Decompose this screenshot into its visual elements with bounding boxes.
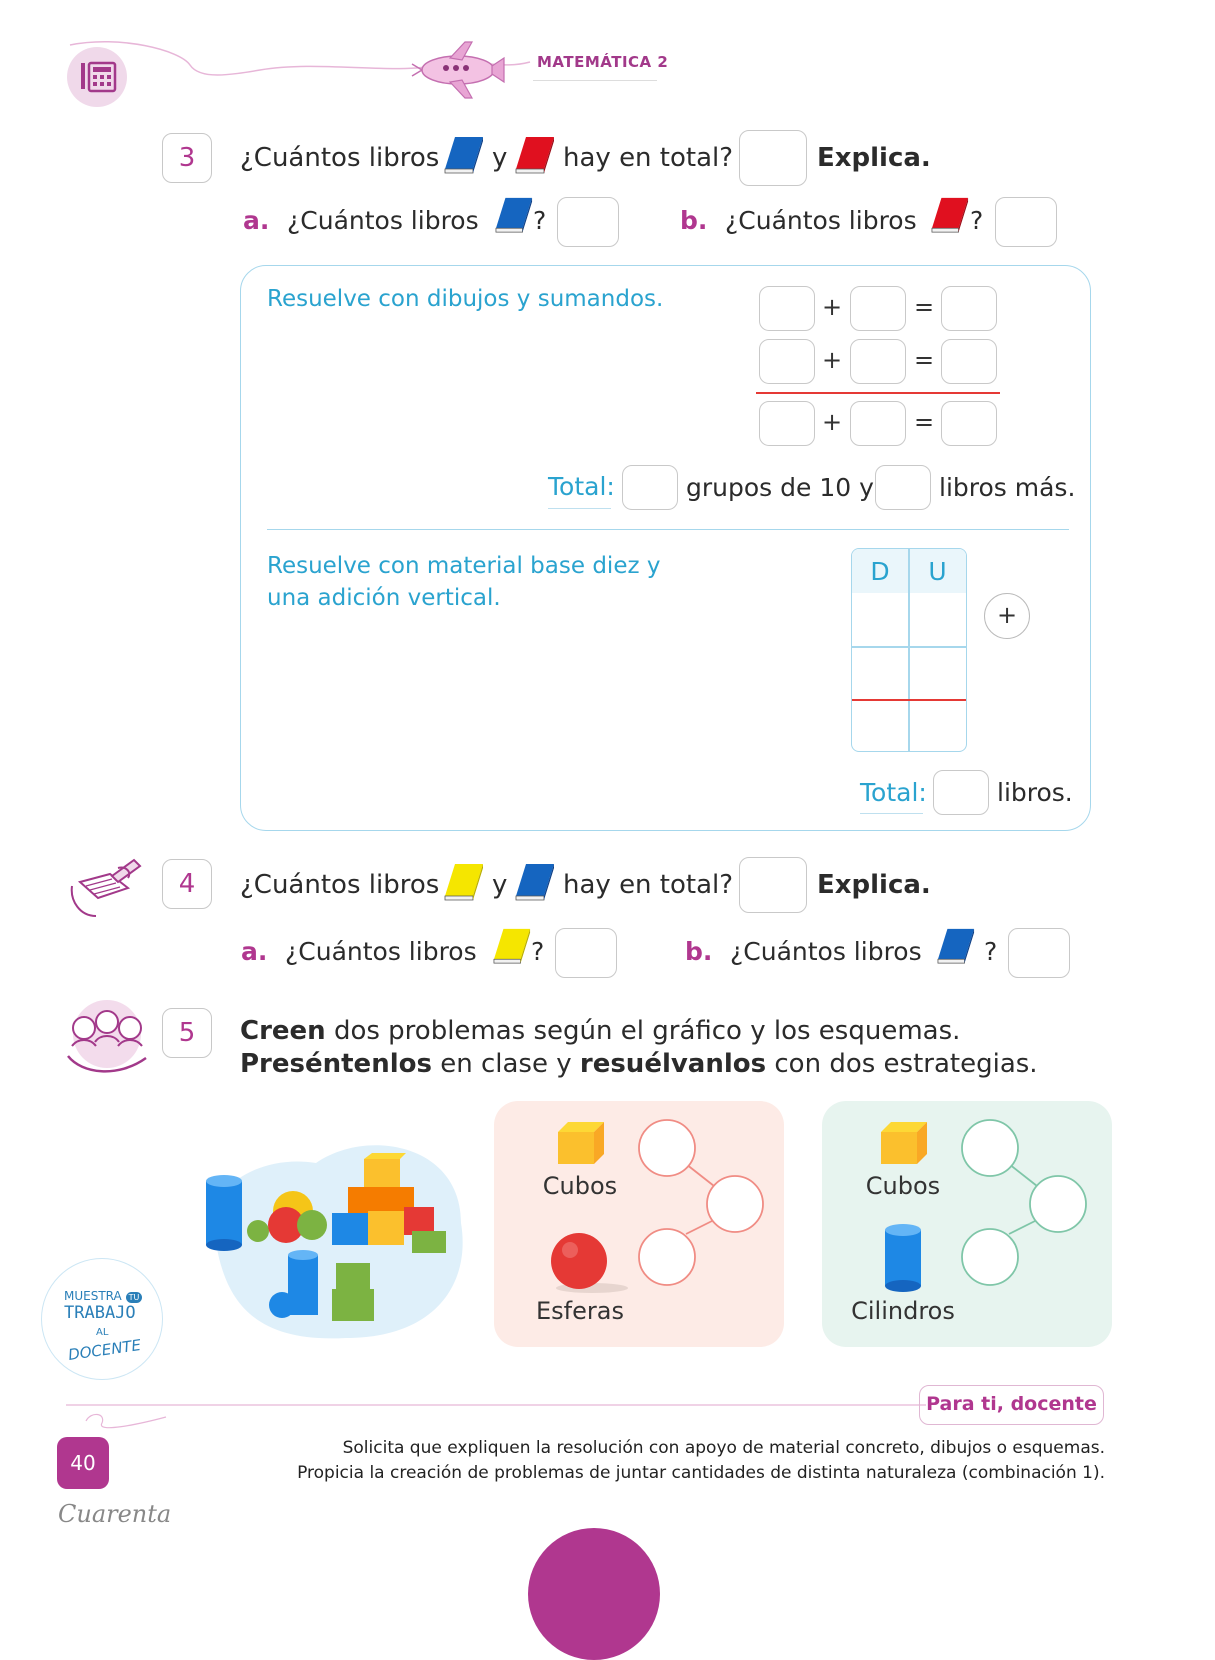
red-book-icon [514, 135, 556, 175]
table-sum-line [852, 699, 967, 701]
q3-a-letter: a. [243, 206, 270, 235]
q5-line2-bold2: resuélvanlos [579, 1049, 767, 1079]
q3-a-answer-box[interactable] [557, 197, 619, 247]
work-area-divider [267, 529, 1069, 530]
sphere-icon [548, 1232, 630, 1296]
q4-b-letter: b. [685, 937, 713, 966]
q4-a-question-mark: ? [531, 937, 545, 966]
cube-icon [556, 1120, 606, 1166]
equals-sign: = [914, 408, 935, 436]
table-row-divider [852, 646, 967, 648]
blue-book-icon [494, 196, 534, 234]
bottom-tab-decoration [528, 1528, 660, 1660]
q4-a-letter: a. [241, 937, 268, 966]
equals-sign: = [914, 346, 935, 374]
q3-text-end: hay en total? [563, 143, 734, 173]
teacher-label: Para ti, docente [919, 1385, 1104, 1425]
blue-book-icon [443, 135, 485, 175]
q3-text-and: y [492, 143, 508, 173]
plus-sign: + [822, 346, 843, 374]
q4-b-question-mark: ? [984, 937, 998, 966]
stamp-line2: TRABAJO [64, 1303, 136, 1323]
part-whole-diagram-1 [630, 1112, 775, 1294]
stamp-line1: MUESTRA TU [64, 1289, 142, 1303]
q5-line1 [240, 1016, 960, 1046]
teacher-note-line1: Solicita que expliquen la resolución con apoyo de material concreto, dibujos o esquemas. [342, 1438, 1105, 1458]
total-books-box[interactable] [933, 770, 989, 815]
sum-box-2[interactable] [941, 339, 997, 384]
stamp-tu-badge: TU [126, 1292, 143, 1303]
q3-b-letter: b. [680, 206, 708, 235]
q3-explain: Explica. [817, 143, 931, 173]
q3-a-question-mark: ? [533, 206, 547, 235]
blue-book-icon [936, 927, 976, 965]
yellow-book-icon [492, 927, 532, 965]
q5-line2-mid: en clase y [431, 1049, 580, 1079]
base-ten-instruction-line1: Resuelve con material base diez y [267, 553, 661, 579]
q3-b-text: ¿Cuántos libros [725, 206, 917, 235]
q3-text-start: ¿Cuántos libros [240, 143, 440, 173]
calculator-icon [67, 47, 127, 107]
airplane-icon [410, 38, 510, 103]
cube-icon [879, 1120, 929, 1166]
groups-of-ten-box[interactable] [622, 465, 678, 510]
addend-box-2a[interactable] [759, 339, 815, 384]
plus-sign: + [822, 293, 843, 321]
subject-title: MATEMÁTICA 2 [537, 53, 669, 71]
drawings-instruction: Resuelve con dibujos y sumandos. [267, 286, 664, 312]
q4-text-start: ¿Cuántos libros [240, 870, 440, 900]
units-cell-1[interactable] [910, 594, 966, 646]
tens-cell-1[interactable] [852, 594, 908, 646]
subject-underline [533, 80, 657, 81]
page-number: 40 [57, 1437, 109, 1489]
show-work-stamp [41, 1258, 163, 1380]
panel2-bottom-label: Cilindros [851, 1297, 955, 1325]
tens-header: D [870, 557, 890, 586]
total-label-underline [548, 508, 611, 509]
q5-line2-rest: con dos estrategias. [766, 1049, 1038, 1079]
addend-box-1b[interactable] [850, 286, 906, 331]
table-col-divider [908, 549, 910, 752]
units-header: U [928, 557, 947, 586]
q4-total-answer-box[interactable] [739, 857, 807, 913]
cylinder-icon [882, 1222, 924, 1292]
q5-line1-bold: Creen [240, 1016, 326, 1046]
q3-a-text: ¿Cuántos libros [287, 206, 479, 235]
yellow-book-icon [443, 862, 485, 902]
total-label: Total: [860, 778, 927, 807]
blue-book-icon [514, 862, 556, 902]
sum-box-1[interactable] [941, 286, 997, 331]
total-label: Total: [548, 472, 615, 501]
addend-box-3b[interactable] [850, 401, 906, 446]
books-text: libros. [997, 778, 1073, 807]
sum-box-3[interactable] [941, 401, 997, 446]
teacher-note-line2: Propicia la creación de problemas de juntar cantidades de distinta naturaleza (combinación 1). [297, 1463, 1105, 1483]
q5-line2 [240, 1049, 1038, 1079]
group-kids-icon [62, 1000, 152, 1078]
addend-box-1a[interactable] [759, 286, 815, 331]
sum-line [756, 392, 1000, 394]
q4-text-and: y [492, 870, 508, 900]
q5-line1-rest: dos problemas según el gráfico y los esquemas. [325, 1016, 961, 1046]
question-number-3: 3 [162, 133, 212, 183]
addend-box-2b[interactable] [850, 339, 906, 384]
q4-b-text: ¿Cuántos libros [730, 937, 922, 966]
question-number-5: 5 [162, 1008, 212, 1058]
writing-hand-icon [66, 856, 146, 918]
extra-books-box[interactable] [875, 465, 931, 510]
place-value-table [851, 548, 967, 752]
geometric-blocks-illustration [196, 1133, 466, 1348]
q5-line2-bold1: Preséntenlos [240, 1049, 432, 1079]
more-books-text: libros más. [939, 473, 1076, 502]
panel1-top-label: Cubos [542, 1172, 618, 1200]
page-word: Cuarenta [58, 1500, 172, 1528]
equals-sign: = [914, 293, 935, 321]
q4-b-answer-box[interactable] [1008, 928, 1070, 978]
q4-a-answer-box[interactable] [555, 928, 617, 978]
q4-a-text: ¿Cuántos libros [285, 937, 477, 966]
plus-circle: + [984, 593, 1030, 639]
panel2-top-label: Cubos [865, 1172, 941, 1200]
total-label-underline [860, 813, 923, 814]
addend-box-3a[interactable] [759, 401, 815, 446]
q3-b-question-mark: ? [970, 206, 984, 235]
base-ten-instruction-line2: una adición vertical. [267, 585, 501, 611]
q3-total-answer-box[interactable] [739, 130, 807, 186]
panel1-bottom-label: Esferas [536, 1297, 624, 1325]
q4-text-end: hay en total? [563, 870, 734, 900]
q4-explain: Explica. [817, 870, 931, 900]
footer-decoration [66, 1395, 926, 1435]
plus-sign: + [822, 408, 843, 436]
red-book-icon [930, 196, 970, 234]
stamp-line3: AL [96, 1327, 109, 1338]
q3-b-answer-box[interactable] [995, 197, 1057, 247]
groups-text: grupos de 10 y [686, 473, 874, 502]
stamp-line4: DOCENTE [67, 1335, 143, 1365]
question-number-4: 4 [162, 859, 212, 909]
part-whole-diagram-2 [953, 1112, 1098, 1294]
